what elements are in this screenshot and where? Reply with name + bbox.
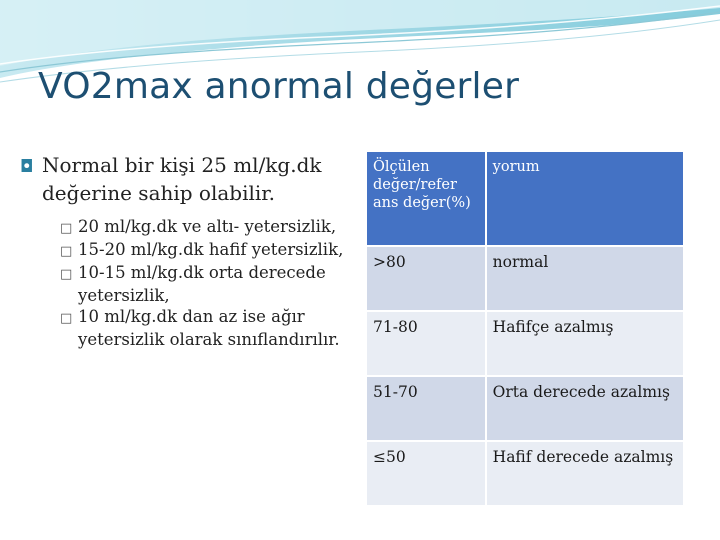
table-header-row [366,151,684,246]
table-row [366,376,684,441]
sub-bullet [20,216,355,239]
sub-bullet-text: 10-15 ml/kg.dk orta derecede yetersizlik, [78,263,326,305]
table-row [366,246,684,311]
vo2max-table [365,150,685,507]
square-bullet-icon: ◘ [20,157,34,177]
sub-bullet-text: 20 ml/kg.dk ve altı- yetersizlik, [78,217,337,236]
table-header-cell: Ölçülen değer/refer ans değer(%) [366,151,486,246]
page-title: VO2max anormal değerler [38,66,520,107]
sub-bullet [20,306,355,350]
sub-bullet [20,262,355,306]
main-bullet-text: Normal bir kişi 25 ml/kg.dk değerine sahip olabilir. [42,153,322,205]
table-header-cell: yorum [486,151,684,246]
sub-bullet-text: 15-20 ml/kg.dk hafif yetersizlik, [78,240,344,259]
table-cell: ≤50 [366,441,486,506]
square-bullet-icon: □ [60,311,73,326]
main-bullet [20,152,355,206]
table-cell: 71-80 [366,311,486,376]
square-bullet-icon: □ [60,267,73,282]
sub-bullet-text: 10 ml/kg.dk dan az ise ağır yetersizlik olarak sınıflandırılır. [78,307,340,349]
bullet-list [20,152,355,350]
table-cell: Hafif derecede azalmış [486,441,684,506]
table-cell: Orta derecede azalmış [486,376,684,441]
table-row [366,311,684,376]
table-cell: 51-70 [366,376,486,441]
table-cell: >80 [366,246,486,311]
square-bullet-icon: □ [60,221,73,236]
square-bullet-icon: □ [60,244,73,259]
table-cell: normal [486,246,684,311]
table-row [366,441,684,506]
table-cell: Hafifçe azalmış [486,311,684,376]
sub-bullet [20,239,355,262]
sub-bullet-list [20,216,355,350]
